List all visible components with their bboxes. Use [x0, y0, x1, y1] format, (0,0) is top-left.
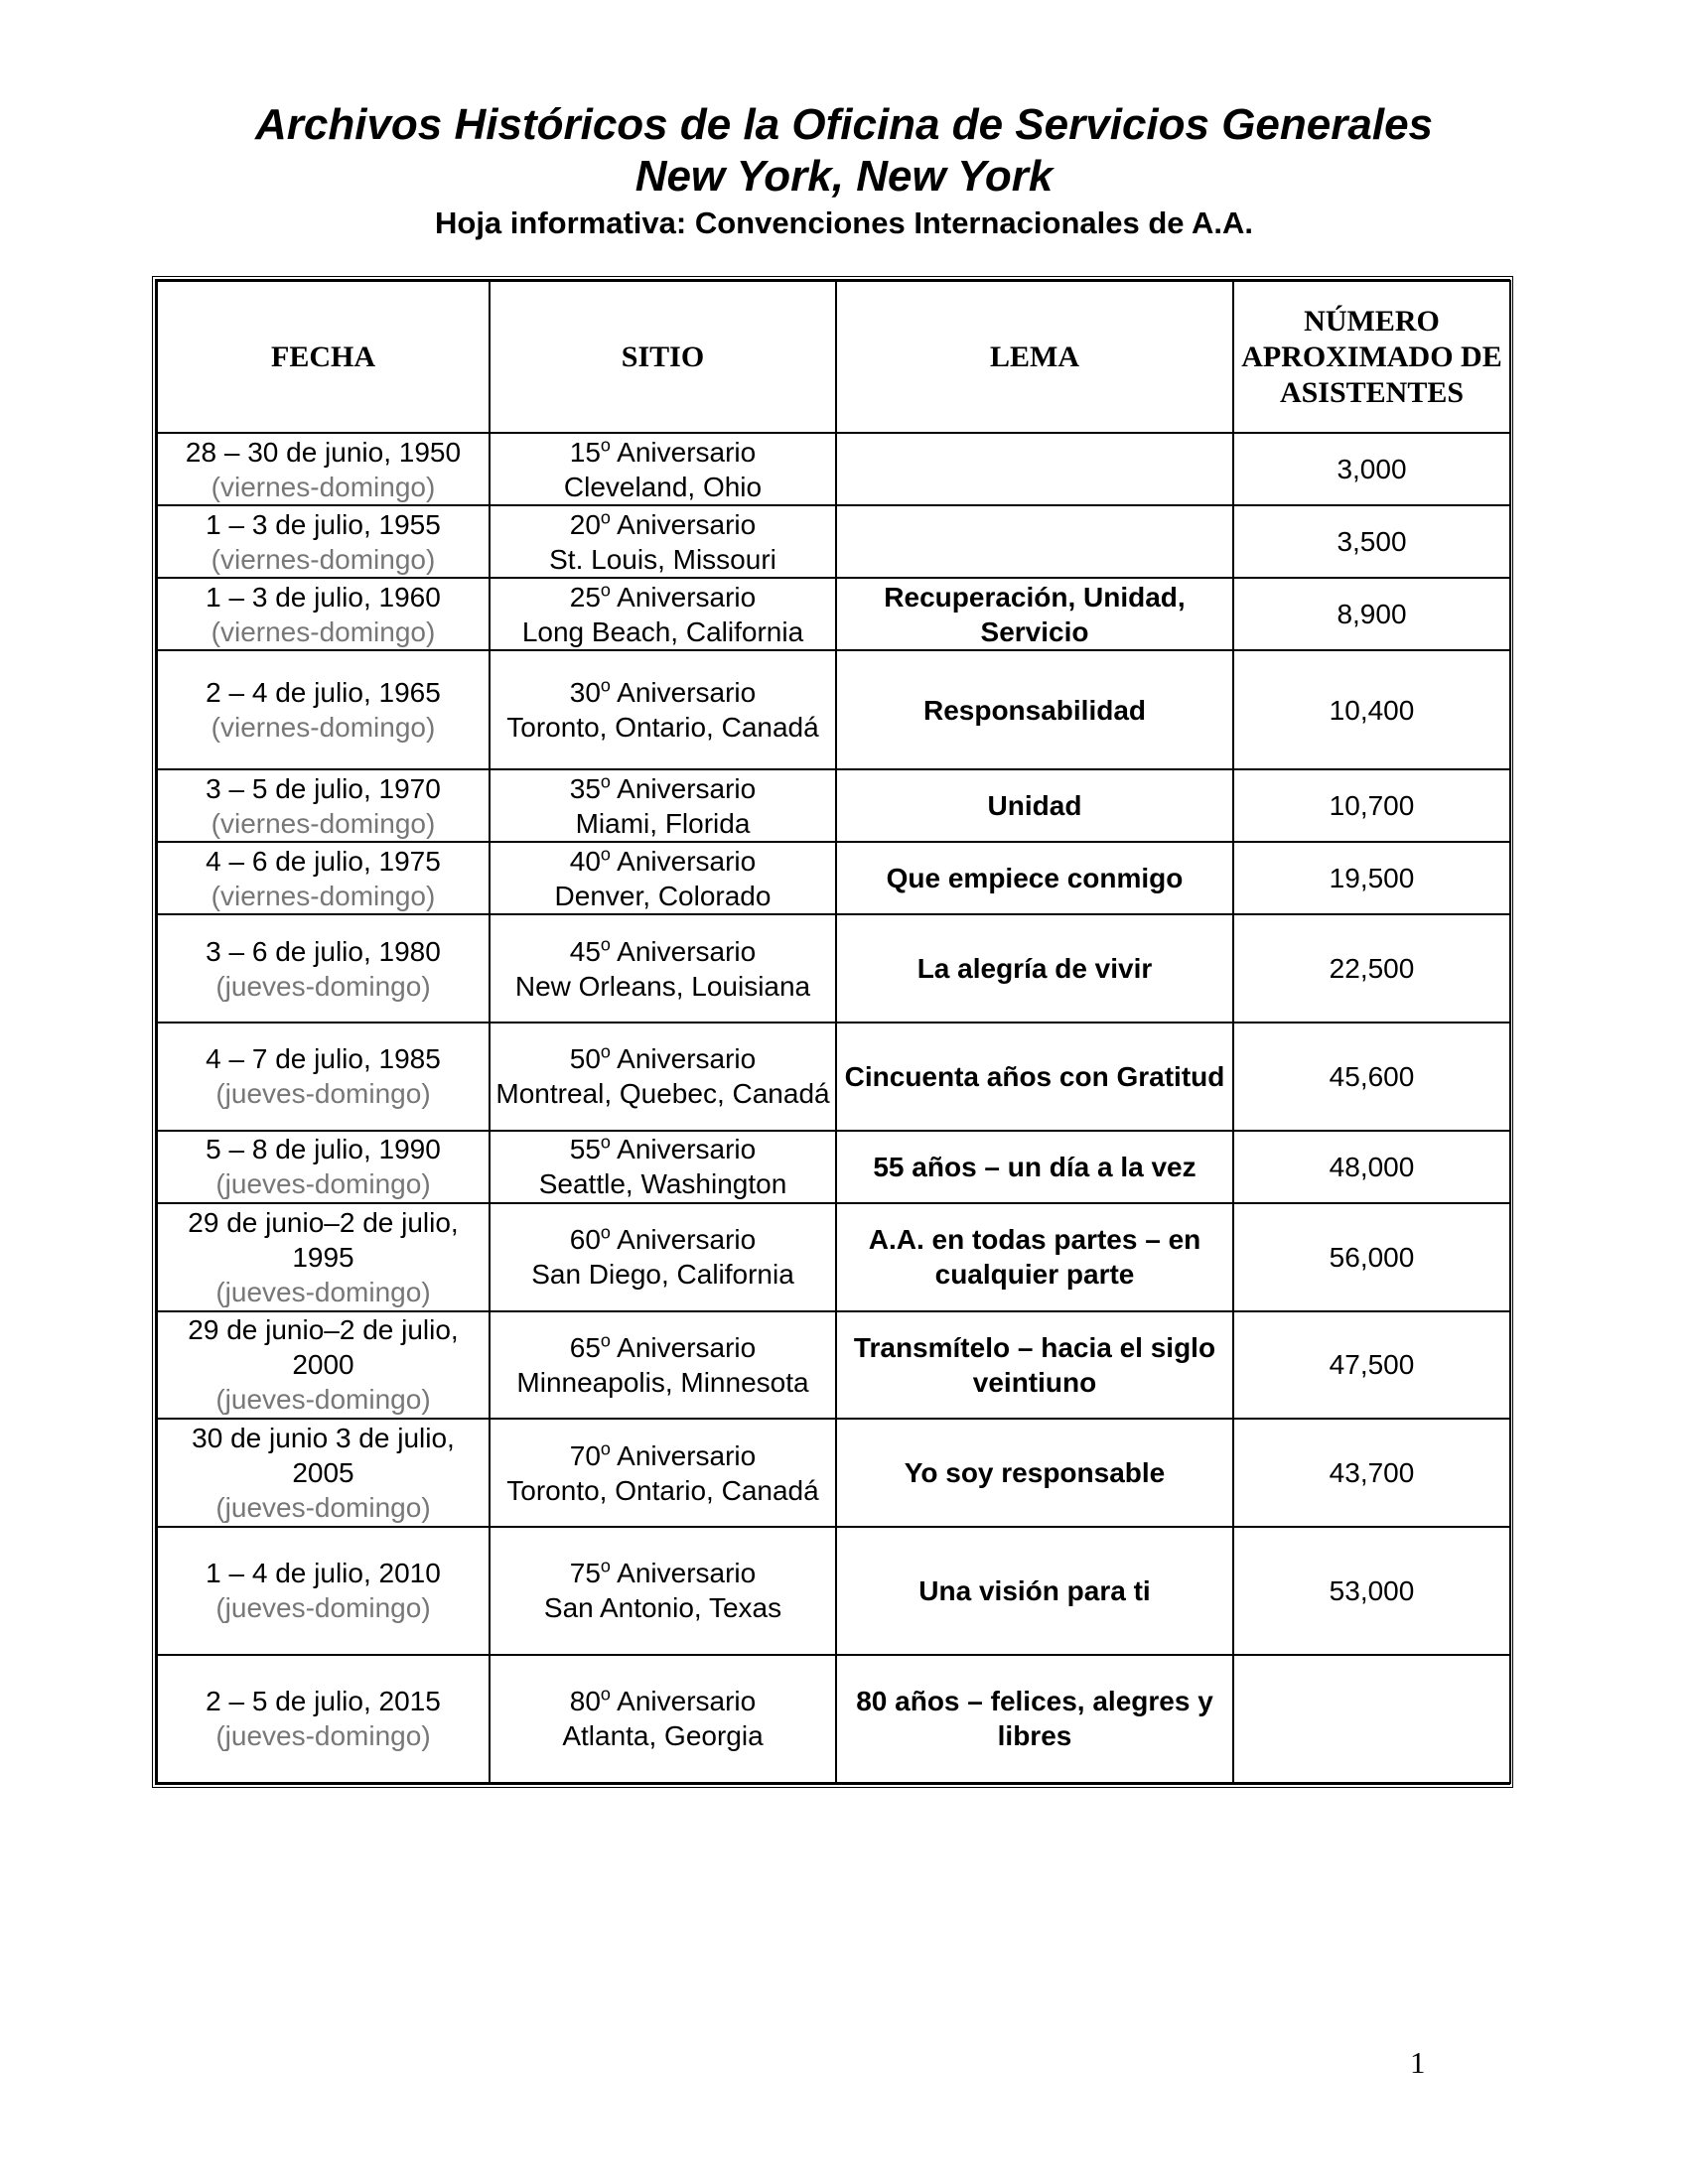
place-text: Montreal, Quebec, Canadá [495, 1078, 830, 1110]
date-text: 4 – 7 de julio, 1985 [206, 1043, 441, 1075]
cell-asistentes: 45,600 [1233, 1023, 1510, 1131]
anniversary-number: 80 [569, 1686, 601, 1717]
place-text: Seattle, Washington [538, 1168, 787, 1200]
cell-sitio [490, 842, 836, 914]
cell-fecha [157, 1419, 490, 1527]
cell-asistentes: 48,000 [1233, 1131, 1510, 1203]
date-text: 1 – 3 de julio, 1960 [206, 581, 441, 613]
anniversary-label: Aniversario [617, 845, 757, 877]
degree-mark: o [600, 934, 611, 955]
cell-fecha [157, 578, 490, 650]
degree-mark: o [600, 844, 611, 865]
cell-sitio [490, 1131, 836, 1203]
place-text: Minneapolis, Minnesota [516, 1366, 809, 1398]
cell-sitio [490, 1527, 836, 1655]
cell-lema: Recuperación, Unidad, Servicio [836, 578, 1233, 650]
column-header-fecha: FECHA [157, 281, 490, 433]
cell-fecha [157, 1023, 490, 1131]
cell-sitio [490, 578, 836, 650]
anniversary-label: Aniversario [617, 436, 757, 468]
anniversary-number: 55 [569, 1134, 601, 1165]
anniversary-number: 60 [569, 1224, 601, 1256]
degree-mark: o [600, 580, 611, 601]
anniversary-line [494, 1684, 831, 1718]
table-row [157, 1527, 1510, 1655]
anniversary-label: Aniversario [617, 581, 757, 613]
degree-mark: o [600, 1330, 611, 1351]
cell-asistentes: 43,700 [1233, 1419, 1510, 1527]
place-text: Denver, Colorado [554, 880, 772, 911]
anniversary-line [494, 435, 831, 470]
cell-asistentes: 56,000 [1233, 1203, 1510, 1311]
table-body [157, 433, 1510, 1783]
cell-lema: Que empiece conmigo [836, 842, 1233, 914]
anniversary-label: Aniversario [617, 772, 757, 804]
cell-fecha [157, 1311, 490, 1420]
degree-mark: o [600, 1438, 611, 1459]
table-row [157, 1131, 1510, 1203]
degree-mark: o [600, 1222, 611, 1243]
page-number: 1 [1410, 2045, 1426, 2080]
date-text: 28 – 30 de junio, 1950 [185, 436, 462, 468]
anniversary-line [494, 771, 831, 806]
anniversary-number: 25 [569, 581, 601, 613]
place-text: Atlanta, Georgia [562, 1720, 764, 1752]
date-text: 1 – 3 de julio, 1955 [206, 508, 441, 540]
date-text: 29 de junio–2 de julio, 1995 [188, 1206, 459, 1273]
anniversary-line [494, 1041, 831, 1076]
weekday-range: (jueves-domingo) [215, 1492, 431, 1524]
date-text: 4 – 6 de julio, 1975 [206, 845, 441, 877]
cell-sitio [490, 769, 836, 842]
anniversary-line [494, 507, 831, 542]
anniversary-label: Aniversario [617, 1043, 757, 1075]
anniversary-number: 35 [569, 772, 601, 804]
conventions-table-frame [152, 276, 1513, 1788]
anniversary-number: 65 [569, 1331, 601, 1363]
weekday-range: (viernes-domingo) [211, 615, 436, 647]
weekday-range: (viernes-domingo) [211, 543, 436, 575]
cell-asistentes: 22,500 [1233, 914, 1510, 1023]
place-text: Toronto, Ontario, Canadá [506, 1474, 819, 1506]
cell-lema: A.A. en todas partes – en cualquier parte [836, 1203, 1233, 1311]
cell-fecha [157, 842, 490, 914]
cell-lema: La alegría de vivir [836, 914, 1233, 1023]
cell-lema: Cincuenta años con Gratitud [836, 1023, 1233, 1131]
cell-sitio [490, 433, 836, 505]
anniversary-label: Aniversario [617, 1331, 757, 1363]
cell-fecha [157, 1527, 490, 1655]
anniversary-line [494, 934, 831, 969]
cell-fecha [157, 650, 490, 769]
column-header-asistentes: NÚMERO APROXIMADO DE ASISTENTES [1233, 281, 1510, 433]
table-row [157, 650, 1510, 769]
place-text: Toronto, Ontario, Canadá [506, 712, 819, 744]
anniversary-number: 15 [569, 436, 601, 468]
anniversary-number: 45 [569, 935, 601, 967]
cell-asistentes: 19,500 [1233, 842, 1510, 914]
cell-asistentes: 53,000 [1233, 1527, 1510, 1655]
anniversary-number: 70 [569, 1439, 601, 1471]
document-subtitle: Hoja informativa: Convenciones Internacionales de A.A. [435, 205, 1253, 240]
weekday-range: (jueves-domingo) [215, 1078, 431, 1110]
anniversary-line [494, 1222, 831, 1257]
anniversary-line [494, 675, 831, 710]
anniversary-label: Aniversario [617, 508, 757, 540]
degree-mark: o [600, 1685, 611, 1706]
place-text: St. Louis, Missouri [549, 543, 776, 575]
anniversary-label: Aniversario [617, 1558, 757, 1589]
cell-lema: Una visión para ti [836, 1527, 1233, 1655]
table-row [157, 578, 1510, 650]
weekday-range: (viernes-domingo) [211, 807, 436, 839]
weekday-range: (jueves-domingo) [215, 970, 431, 1002]
cell-lema: Yo soy responsable [836, 1419, 1233, 1527]
anniversary-line [494, 1132, 831, 1166]
header-row [157, 281, 1510, 433]
table-row [157, 842, 1510, 914]
cell-lema: Transmítelo – hacia el siglo veintiuno [836, 1311, 1233, 1420]
place-text: Cleveland, Ohio [563, 471, 763, 502]
anniversary-line [494, 1438, 831, 1473]
anniversary-label: Aniversario [617, 1686, 757, 1717]
table-row [157, 1023, 1510, 1131]
date-text: 2 – 4 de julio, 1965 [206, 677, 441, 709]
degree-mark: o [600, 1557, 611, 1577]
cell-sitio [490, 650, 836, 769]
cell-asistentes: 47,500 [1233, 1311, 1510, 1420]
weekday-range: (jueves-domingo) [215, 1592, 431, 1624]
cell-asistentes: 3,000 [1233, 433, 1510, 505]
column-header-lema: LEMA [836, 281, 1233, 433]
date-text: 30 de junio 3 de julio, 2005 [192, 1423, 455, 1489]
cell-lema: 55 años – un día a la vez [836, 1131, 1233, 1203]
anniversary-label: Aniversario [617, 1224, 757, 1256]
cell-asistentes: 8,900 [1233, 578, 1510, 650]
place-text: Miami, Florida [575, 807, 751, 839]
table-row [157, 769, 1510, 842]
cell-sitio [490, 1023, 836, 1131]
anniversary-line [494, 580, 831, 614]
degree-mark: o [600, 435, 611, 456]
anniversary-line [494, 1556, 831, 1590]
cell-asistentes [1233, 1655, 1510, 1783]
cell-sitio [490, 1419, 836, 1527]
cell-fecha [157, 433, 490, 505]
cell-sitio [490, 914, 836, 1023]
anniversary-number: 30 [569, 677, 601, 709]
anniversary-label: Aniversario [617, 677, 757, 709]
anniversary-line [494, 844, 831, 879]
cell-fecha [157, 769, 490, 842]
anniversary-number: 40 [569, 845, 601, 877]
cell-lema: 80 años – felices, alegres y libres [836, 1655, 1233, 1783]
document-location: New York, New York [634, 152, 1054, 201]
page-header [0, 99, 1688, 244]
cell-lema [836, 433, 1233, 505]
cell-sitio [490, 1311, 836, 1420]
cell-lema: Unidad [836, 769, 1233, 842]
date-text: 2 – 5 de julio, 2015 [206, 1686, 441, 1717]
place-text: New Orleans, Louisiana [514, 970, 811, 1002]
degree-mark: o [600, 507, 611, 528]
cell-sitio [490, 505, 836, 578]
table-row [157, 1203, 1510, 1311]
document-title: Archivos Históricos de la Oficina de Servicios Generales [254, 100, 1434, 149]
table-row [157, 914, 1510, 1023]
column-header-sitio: SITIO [490, 281, 836, 433]
place-text: San Antonio, Texas [543, 1592, 782, 1624]
table-row [157, 1419, 1510, 1527]
conventions-table [156, 280, 1511, 1784]
anniversary-line [494, 1330, 831, 1365]
cell-fecha [157, 1203, 490, 1311]
weekday-range: (jueves-domingo) [215, 1168, 431, 1200]
cell-sitio [490, 1203, 836, 1311]
degree-mark: o [600, 1133, 611, 1154]
cell-asistentes: 10,700 [1233, 769, 1510, 842]
degree-mark: o [600, 1042, 611, 1063]
weekday-range: (jueves-domingo) [215, 1720, 431, 1752]
date-text: 3 – 6 de julio, 1980 [206, 935, 441, 967]
date-text: 1 – 4 de julio, 2010 [206, 1558, 441, 1589]
date-text: 3 – 5 de julio, 1970 [206, 772, 441, 804]
anniversary-label: Aniversario [617, 1134, 757, 1165]
anniversary-label: Aniversario [617, 935, 757, 967]
table-row [157, 1311, 1510, 1420]
table-row [157, 505, 1510, 578]
cell-fecha [157, 505, 490, 578]
cell-lema [836, 505, 1233, 578]
place-text: San Diego, California [531, 1259, 794, 1291]
degree-mark: o [600, 771, 611, 792]
anniversary-label: Aniversario [617, 1439, 757, 1471]
cell-fecha [157, 914, 490, 1023]
weekday-range: (viernes-domingo) [211, 471, 436, 502]
table-row [157, 433, 1510, 505]
weekday-range: (viernes-domingo) [211, 712, 436, 744]
degree-mark: o [600, 675, 611, 696]
cell-asistentes: 10,400 [1233, 650, 1510, 769]
table-row [157, 1655, 1510, 1783]
anniversary-number: 50 [569, 1043, 601, 1075]
cell-asistentes: 3,500 [1233, 505, 1510, 578]
place-text: Long Beach, California [521, 615, 804, 647]
date-text: 5 – 8 de julio, 1990 [206, 1134, 441, 1165]
weekday-range: (jueves-domingo) [215, 1384, 431, 1416]
date-text: 29 de junio–2 de julio, 2000 [188, 1314, 459, 1381]
cell-fecha [157, 1131, 490, 1203]
anniversary-number: 20 [569, 508, 601, 540]
cell-sitio [490, 1655, 836, 1783]
anniversary-number: 75 [569, 1558, 601, 1589]
weekday-range: (viernes-domingo) [211, 880, 436, 911]
cell-lema: Responsabilidad [836, 650, 1233, 769]
weekday-range: (jueves-domingo) [215, 1276, 431, 1307]
cell-fecha [157, 1655, 490, 1783]
